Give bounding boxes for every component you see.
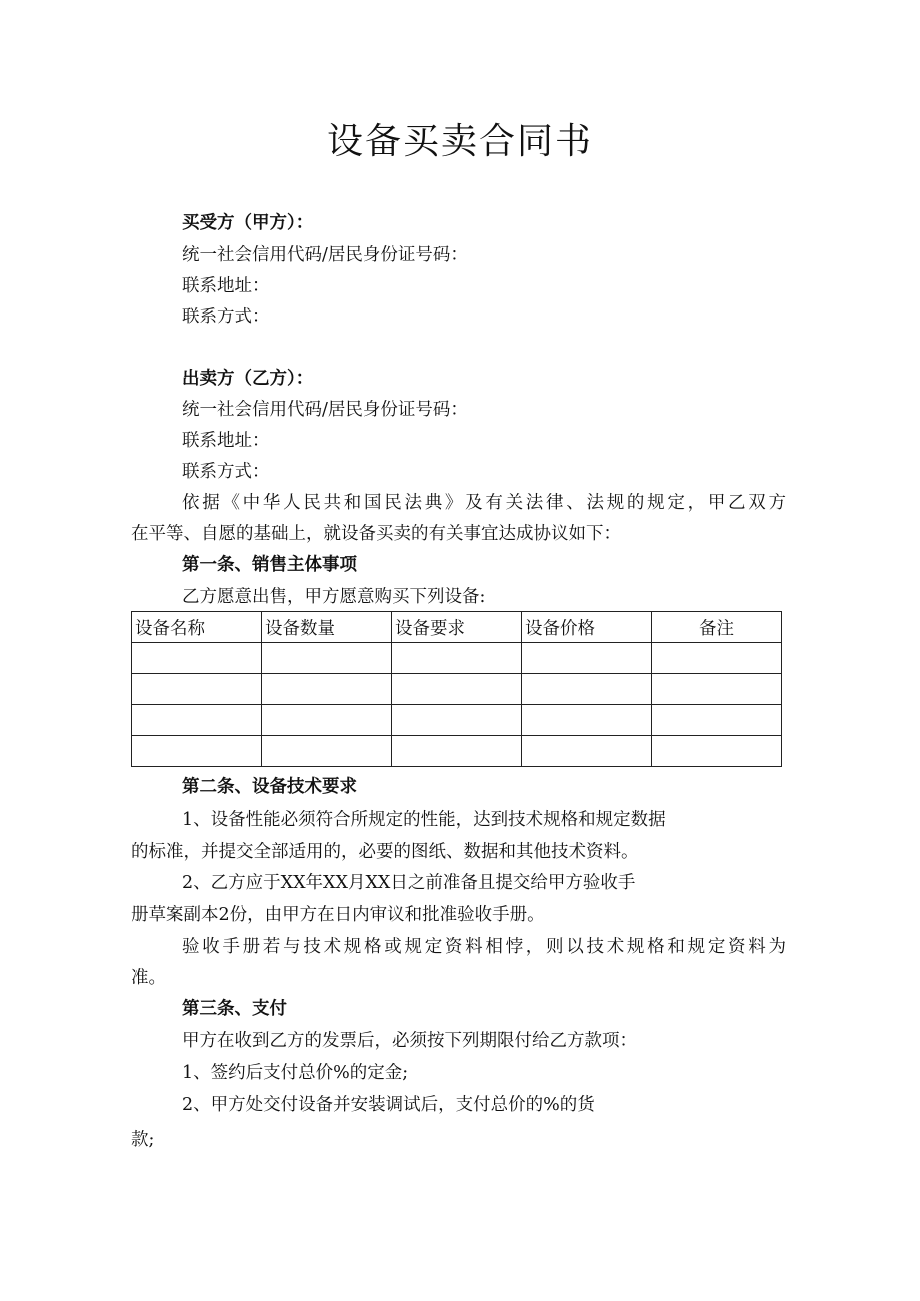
table-cell [522, 674, 652, 705]
table-header-cell: 设备价格 [522, 612, 652, 643]
article-2-p1-line-2: 的标准，并提交全部适用的，必要的图纸、数据和其他技术资料。 [131, 842, 639, 862]
table-cell [132, 674, 262, 705]
table-cell [262, 736, 392, 767]
article-1-text: 乙方愿意出售，甲方愿意购买下列设备: [182, 587, 486, 607]
intro-line-2: 在平等、自愿的基础上，就设备买卖的有关事宜达成协议如下： [131, 524, 621, 544]
seller-credit-code: 统一社会信用代码/居民身份证号码： [182, 400, 468, 420]
table-cell [522, 705, 652, 736]
table-cell [522, 736, 652, 767]
table-row [132, 643, 782, 674]
table-cell [392, 736, 522, 767]
buyer-contact: 联系方式： [182, 307, 270, 327]
table-cell [392, 674, 522, 705]
article-2-p3-line-1: 验收手册若与技术规格或规定资料相悖，则以技术规格和规定资料为 [182, 937, 786, 957]
seller-address: 联系地址： [182, 431, 270, 451]
table-cell [132, 736, 262, 767]
table-cell [262, 705, 392, 736]
table-cell [652, 674, 782, 705]
table-cell [262, 643, 392, 674]
intro-line-1: 依据《中华人民共和国民法典》及有关法律、法规的规定，甲乙双方 [182, 493, 786, 513]
buyer-credit-code: 统一社会信用代码/居民身份证号码： [182, 245, 468, 265]
article-2-p2-line-2: 册草案副本2份，由甲方在日内审议和批准验收手册。 [131, 905, 545, 925]
article-3-heading: 第三条、支付 [182, 999, 287, 1019]
table-cell [522, 643, 652, 674]
table-row [132, 674, 782, 705]
table-cell [132, 705, 262, 736]
table-row [132, 705, 782, 736]
buyer-heading: 买受方（甲方）： [182, 213, 314, 233]
table-header-cell: 设备要求 [392, 612, 522, 643]
article-3-item-2-line-1: 2、甲方处交付设备并安装调试后，支付总价的%的货 [182, 1095, 595, 1115]
seller-contact: 联系方式： [182, 462, 270, 482]
buyer-address: 联系地址： [182, 276, 270, 296]
article-3-item-2-line-2: 款; [131, 1130, 155, 1150]
article-3-text: 甲方在收到乙方的发票后，必须按下列期限付给乙方款项： [182, 1031, 637, 1051]
document-title: 设备买卖合同书 [326, 121, 593, 162]
table-header-cell: 备注 [652, 612, 782, 643]
table-header-cell: 设备数量 [262, 612, 392, 643]
table-header-cell: 设备名称 [132, 612, 262, 643]
table-cell [652, 705, 782, 736]
table-header-row [132, 612, 782, 643]
article-2-heading: 第二条、设备技术要求 [182, 777, 357, 797]
seller-heading: 出卖方（乙方）： [182, 369, 314, 389]
table-cell [392, 705, 522, 736]
table-cell [652, 736, 782, 767]
table-cell [262, 674, 392, 705]
article-2-p1-line-1: 1、设备性能必须符合所规定的性能，达到技术规格和规定数据 [182, 810, 666, 830]
article-3-item-1: 1、签约后支付总价%的定金; [182, 1063, 409, 1083]
table-row [132, 736, 782, 767]
table-cell [392, 643, 522, 674]
table-cell [652, 643, 782, 674]
article-1-heading: 第一条、销售主体事项 [182, 555, 357, 575]
equipment-table [131, 611, 782, 767]
table-cell [132, 643, 262, 674]
article-2-p2-line-1: 2、乙方应于XX年XX月XX日之前准备且提交给甲方验收手 [182, 873, 636, 893]
article-2-p3-line-2: 准。 [131, 968, 166, 988]
